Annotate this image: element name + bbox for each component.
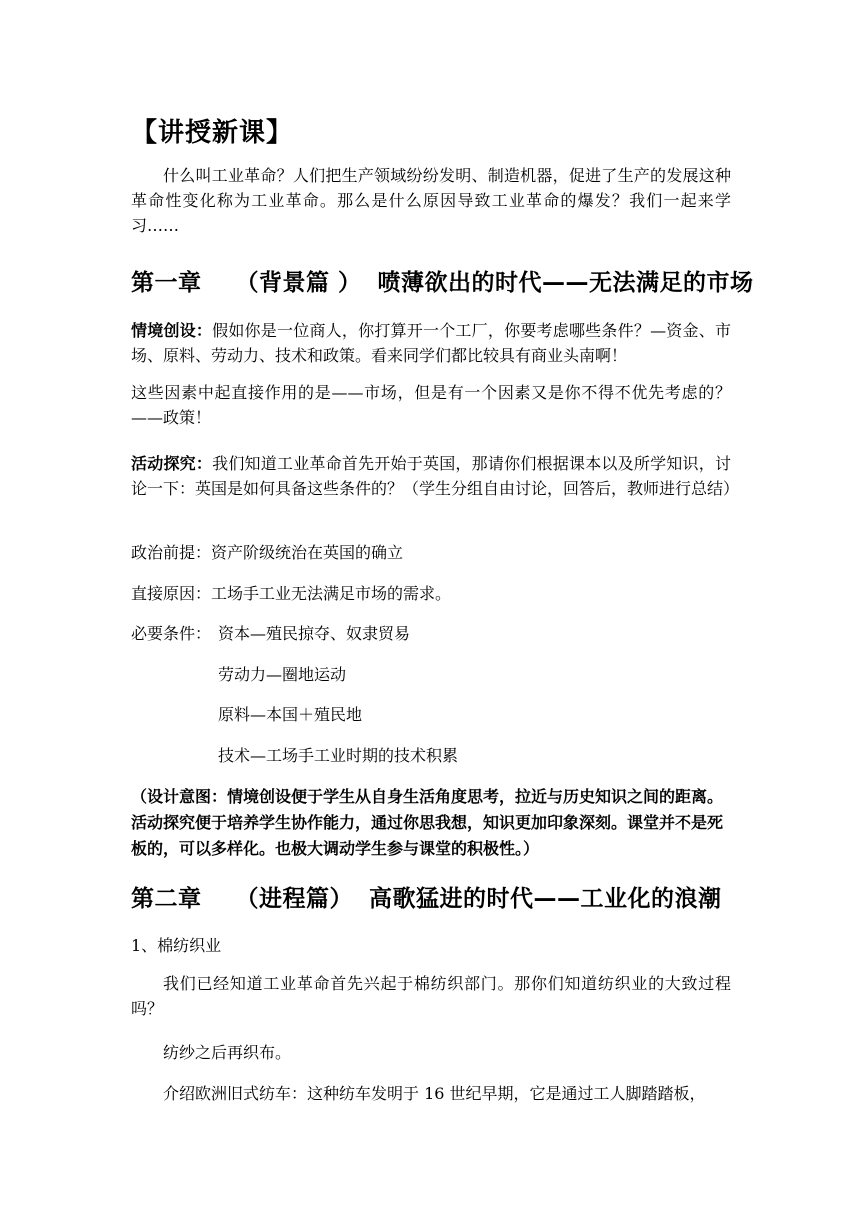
chapter-1-title: 喷薄欲出的时代——无法满足的市场 [377,270,754,296]
scenario-label: 情境创设： [131,321,213,340]
political-premise: 政治前提：资产阶级统治在英国的确立 [131,543,404,562]
condition-labor: 劳动力—圈地运动 [218,665,347,684]
scenario-text: 假如你是一位商人，你打算开一个工厂，你要考虑哪些条件？—资金、市场、原料、劳动力、技术和政策。看来同学们都比较具有商业头南啊！ [131,321,731,365]
item-1-heading: 1、棉纺织业 [131,936,222,955]
intro-paragraph: 什么叫工业革命？人们把生产领域纷纷发明、制造机器，促进了生产的发展这种革命性变化称为工业革命。那么是什么原因导致工业革命的爆发？我们一起来学习…… [131,166,731,235]
condition-capital: 资本—殖民掠夺、奴隶贸易 [218,624,411,643]
chapter-2-heading [131,880,731,913]
chapter-2-title: 高歌猛进的时代——工业化的浪潮 [369,886,722,912]
chapter-1-number: 第一章 [131,270,202,296]
activity-text: 我们知道工业革命首先开始于英国，那请你们根据课本以及所学知识，讨论一下：英国是如何具备这些条件的？（学生分组自由讨论，回答后，教师进行总结） [131,454,740,498]
direct-cause: 直接原因：工场手工业无法满足市场的需求。 [131,584,452,603]
design-intent: （设计意图：情境创设便于学生从自身生活角度思考，拉近与历史知识之间的距离。活动探究便于培养学生协作能力，通过你思我想，知识更加印象深刻。课堂并不是死板的，可以多样化。也极大调动学生参与课堂的积极性。） [131,787,724,858]
spin-then-weave: 纺纱之后再织布。 [163,1043,292,1062]
chapter-1-tag: （背景篇 ） [235,270,362,296]
section-title: 【讲授新课】 [131,118,294,148]
activity-label: 活动探究： [131,454,213,473]
scenario-paragraph [131,318,731,368]
textile-intro: 我们已经知道工业革命首先兴起于棉纺织部门。那你们知道纺织业的大致过程吗？ [131,974,731,1018]
activity-paragraph [131,451,740,501]
condition-materials: 原料—本国＋殖民地 [218,705,363,724]
chapter-2-number: 第二章 [131,886,202,912]
condition-technology: 技术—工场手工业时期的技术积累 [218,746,459,765]
old-spinning-wheel: 介绍欧洲旧式纺车：这种纺车发明于 16 世纪早期，它是通过工人脚踏踏板， [163,1084,706,1103]
chapter-2-tag: （进程篇） [235,886,353,912]
conditions-label: 必要条件： [131,624,212,643]
chapter-1-heading [131,264,754,297]
factors-paragraph: 这些因素中起直接作用的是——市场，但是有一个因素又是你不得不优先考虑的？——政策！ [131,383,731,427]
